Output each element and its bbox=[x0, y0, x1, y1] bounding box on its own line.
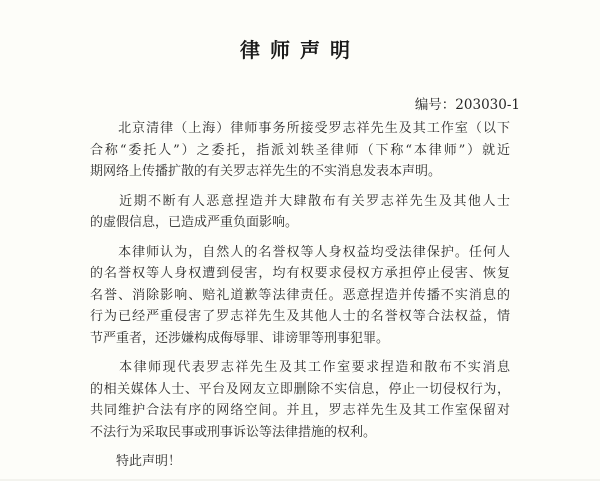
paragraph-3 bbox=[90, 242, 510, 350]
paragraph-4 bbox=[90, 357, 510, 443]
text-line: 行为已经严重侵害了罗志祥先生及其他人士的名誉权等合法权益，情 bbox=[90, 309, 510, 324]
text-line: 近期不断有人恶意捏造并大肆散布有关罗志祥先生及其他人士 bbox=[90, 193, 510, 209]
closing-text: 特此声明！ bbox=[90, 454, 182, 469]
text-line: 共同维护合法有序的网络空间。并且，罗志祥先生及其工作室保留对 bbox=[90, 403, 510, 418]
text-line: 节严重者，还涉嫌构成侮辱罪、诽谤罪等刑事犯罪。 bbox=[90, 330, 390, 346]
paragraph-2 bbox=[90, 191, 510, 234]
text-line: 北京清律（上海）律师事务所接受罗志祥先生及其工作室（以下 bbox=[90, 121, 510, 136]
text-line: 的相关媒体人士、平台及网友立即删除不实信息，停止一切侵权行为， bbox=[90, 381, 510, 397]
document-title: 律师声明 bbox=[240, 38, 360, 62]
text-line: 名誉、消除影响、赔礼道歉等法律责任。恶意捏造并传播不实消息的 bbox=[90, 287, 510, 303]
text-line: 本律师认为，自然人的名誉权等人身权益均受法律保护。任何人 bbox=[90, 244, 510, 260]
text-line: 的虚假信息，已造成严重负面影响。 bbox=[90, 215, 299, 230]
paragraph-1 bbox=[90, 118, 510, 183]
text-line: 本律师现代表罗志祥先生及其工作室要求捏造和散布不实消息 bbox=[90, 360, 510, 375]
document-number: 编号：203030-1 bbox=[414, 97, 520, 113]
text-line: 合称“委托人”）之委托，指派刘轶圣律师（下称“本律师”）就近 bbox=[90, 142, 510, 158]
text-line: 的名誉权等人身权遭到侵害，均有权要求侵权方承担停止侵害、恢复 bbox=[90, 266, 510, 281]
closing-statement bbox=[90, 451, 510, 473]
text-line: 期网络上传播扩散的有关罗志祥先生的不实消息发表本声明。 bbox=[90, 164, 442, 179]
text-line: 不法行为采取民事或刑事诉讼等法律措施的权利。 bbox=[90, 424, 377, 440]
document-body bbox=[90, 118, 510, 481]
